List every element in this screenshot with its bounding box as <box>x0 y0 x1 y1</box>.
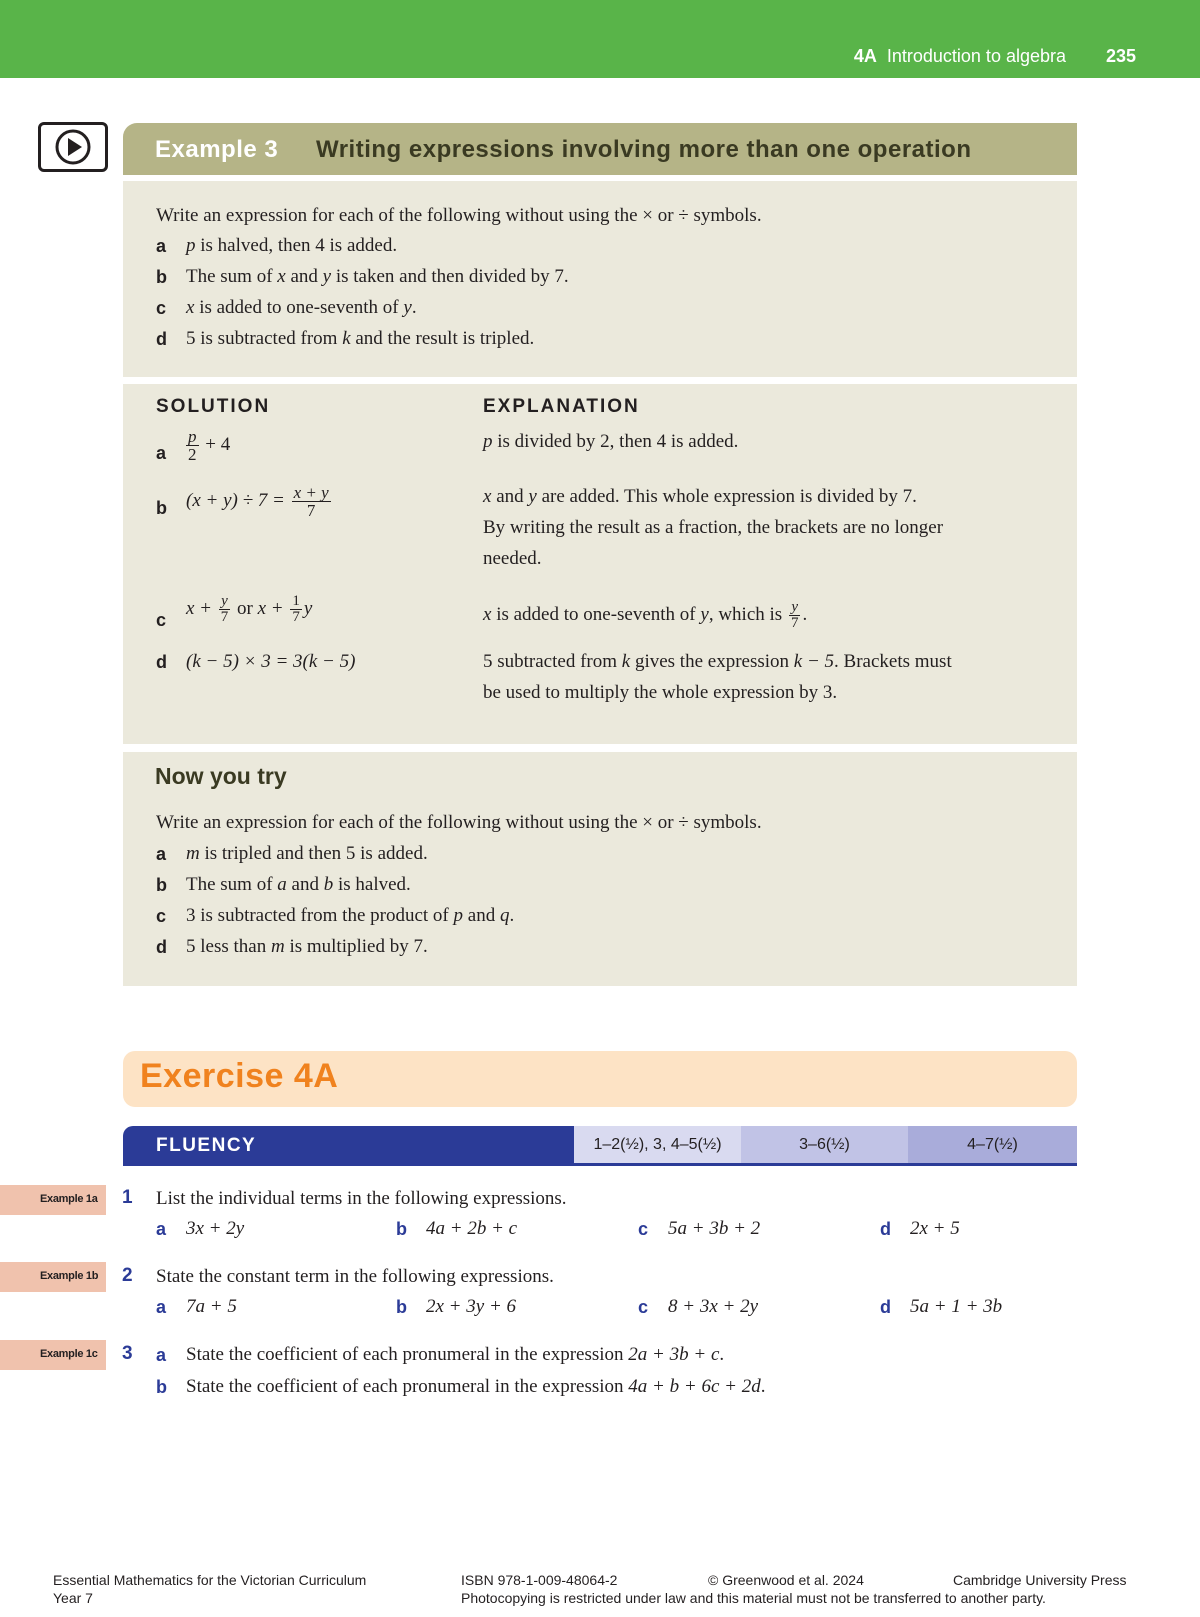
exercise-title: Exercise 4A <box>140 1057 339 1095</box>
example-part-a: p is halved, then 4 is added. <box>186 235 398 256</box>
part-letter: c <box>638 1219 649 1239</box>
question-part: 5a + 1 + 3b <box>910 1296 1003 1317</box>
question-number: 1 <box>122 1187 133 1208</box>
explanation-b-line2: By writing the result as a fraction, the brackets are no longer <box>483 517 944 538</box>
try-part-c: 3 is subtracted from the product of p and q. <box>186 905 515 926</box>
explanation-d-line2: be used to multiply the whole expression by 3. <box>483 682 838 703</box>
question-number: 3 <box>122 1343 133 1364</box>
footer-book-title: Essential Mathematics for the Victorian Curriculum <box>53 1572 367 1588</box>
explanation-b: x and y are added. This whole expression is divided by 7. <box>483 486 917 507</box>
question-part: 4a + 2b + c <box>426 1218 518 1239</box>
example-reference-tab[interactable]: Example 1a <box>0 1185 106 1215</box>
solution-heading: SOLUTION <box>156 396 271 417</box>
solution-d: (k − 5) × 3 = 3(k − 5) <box>186 651 356 672</box>
question-part: 7a + 5 <box>186 1296 237 1317</box>
solution-b: (x + y) ÷ 7 = $\frac{x + y}{7}$ <box>186 483 329 520</box>
explanation-c: x is added to one-seventh of y, which is $\frac{y}{7}$ . <box>483 599 808 631</box>
solution-letter: a <box>156 443 167 463</box>
question-part: 5a + 3b + 2 <box>668 1218 761 1239</box>
question-part: 3x + 2y <box>186 1218 245 1239</box>
example-part-b: The sum of x and y is taken and then divided by 7. <box>186 266 569 287</box>
example-instruction: Write an expression for each of the following without using the × or ÷ symbols. <box>156 205 762 226</box>
question-part: State the coefficient of each pronumeral in the expression 2a + 3b + c. <box>186 1344 725 1365</box>
question-number: 2 <box>122 1265 133 1286</box>
example-part-c: x is added to one-seventh of y. <box>186 297 417 318</box>
part-letter: d <box>880 1219 891 1239</box>
solution-letter: c <box>156 610 167 630</box>
footer-book-year: Year 7 <box>53 1590 93 1606</box>
solution-a: $\frac{p}{2}$ + 4 <box>188 427 231 464</box>
part-letter: c <box>638 1297 649 1317</box>
part-letter: a <box>156 1297 167 1317</box>
question-part: 2x + 5 <box>910 1218 960 1239</box>
explanation-a: p is divided by 2, then 4 is added. <box>483 431 739 452</box>
solution-c: x + $\frac{y}{7}$ or x + $\frac{1}{7}$ y <box>186 593 313 625</box>
example-label: Example 3 <box>155 136 279 163</box>
part-letter: d <box>156 937 167 957</box>
example-title: Writing expressions involving more than one operation <box>316 136 972 163</box>
solution-letter: d <box>156 652 167 672</box>
section-code: 4A <box>853 46 877 66</box>
part-letter: b <box>156 267 167 287</box>
part-letter: c <box>156 298 167 318</box>
footer-isbn: ISBN 978-1-009-48064-2 <box>461 1572 618 1588</box>
play-icon <box>53 127 93 167</box>
try-part-d: 5 less than m is multiplied by 7. <box>186 936 428 957</box>
footer-notice: Photocopying is restricted under law and this material must not be transferred to another party. <box>461 1590 1046 1606</box>
now-you-try-heading: Now you try <box>155 763 287 789</box>
try-part-a: m is tripled and then 5 is added. <box>186 843 428 864</box>
part-letter: b <box>396 1219 407 1239</box>
level-3-questions: 4–7(½) <box>908 1126 1077 1163</box>
try-part-b: The sum of a and b is halved. <box>186 874 411 895</box>
header-section <box>854 46 1066 67</box>
part-letter: a <box>156 236 167 256</box>
solution-letter: b <box>156 498 167 518</box>
now-you-try-instruction: Write an expression for each of the following without using the × or ÷ symbols. <box>156 812 762 833</box>
footer-copyright: © Greenwood et al. 2024 <box>708 1572 864 1588</box>
part-letter: a <box>156 844 167 864</box>
explanation-b-line3: needed. <box>483 548 542 569</box>
explanation-heading: EXPLANATION <box>483 396 640 417</box>
part-letter: d <box>880 1297 891 1317</box>
explanation-d: 5 subtracted from k gives the expression k − 5. Brackets must <box>483 651 952 672</box>
part-letter: b <box>156 1377 167 1397</box>
level-1-questions: 1–2(½), 3, 4–5(½) <box>574 1126 741 1163</box>
example-reference-tab[interactable]: Example 1c <box>0 1340 106 1370</box>
footer-publisher: Cambridge University Press <box>953 1572 1127 1588</box>
example-part-d: 5 is subtracted from k and the result is tripled. <box>186 328 535 349</box>
video-play-button[interactable] <box>38 122 108 172</box>
question-text: State the constant term in the following expressions. <box>156 1266 554 1287</box>
part-letter: b <box>396 1297 407 1317</box>
example-reference-tab[interactable]: Example 1b <box>0 1262 106 1292</box>
fluency-bar <box>123 1126 1077 1166</box>
part-letter: a <box>156 1219 167 1239</box>
question-part: 2x + 3y + 6 <box>426 1296 517 1317</box>
question-part: 8 + 3x + 2y <box>668 1296 759 1317</box>
question-part: State the coefficient of each pronumeral in the expression 4a + b + 6c + 2d. <box>186 1376 766 1397</box>
part-letter: c <box>156 906 167 926</box>
section-title: Introduction to algebra <box>886 46 1066 66</box>
part-letter: d <box>156 329 167 349</box>
question-text: List the individual terms in the following expressions. <box>156 1188 567 1209</box>
fluency-label: FLUENCY <box>123 1126 574 1163</box>
part-letter: b <box>156 875 167 895</box>
page-number: 235 <box>1105 46 1136 66</box>
level-2-questions: 3–6(½) <box>741 1126 908 1163</box>
part-letter: a <box>156 1345 167 1365</box>
